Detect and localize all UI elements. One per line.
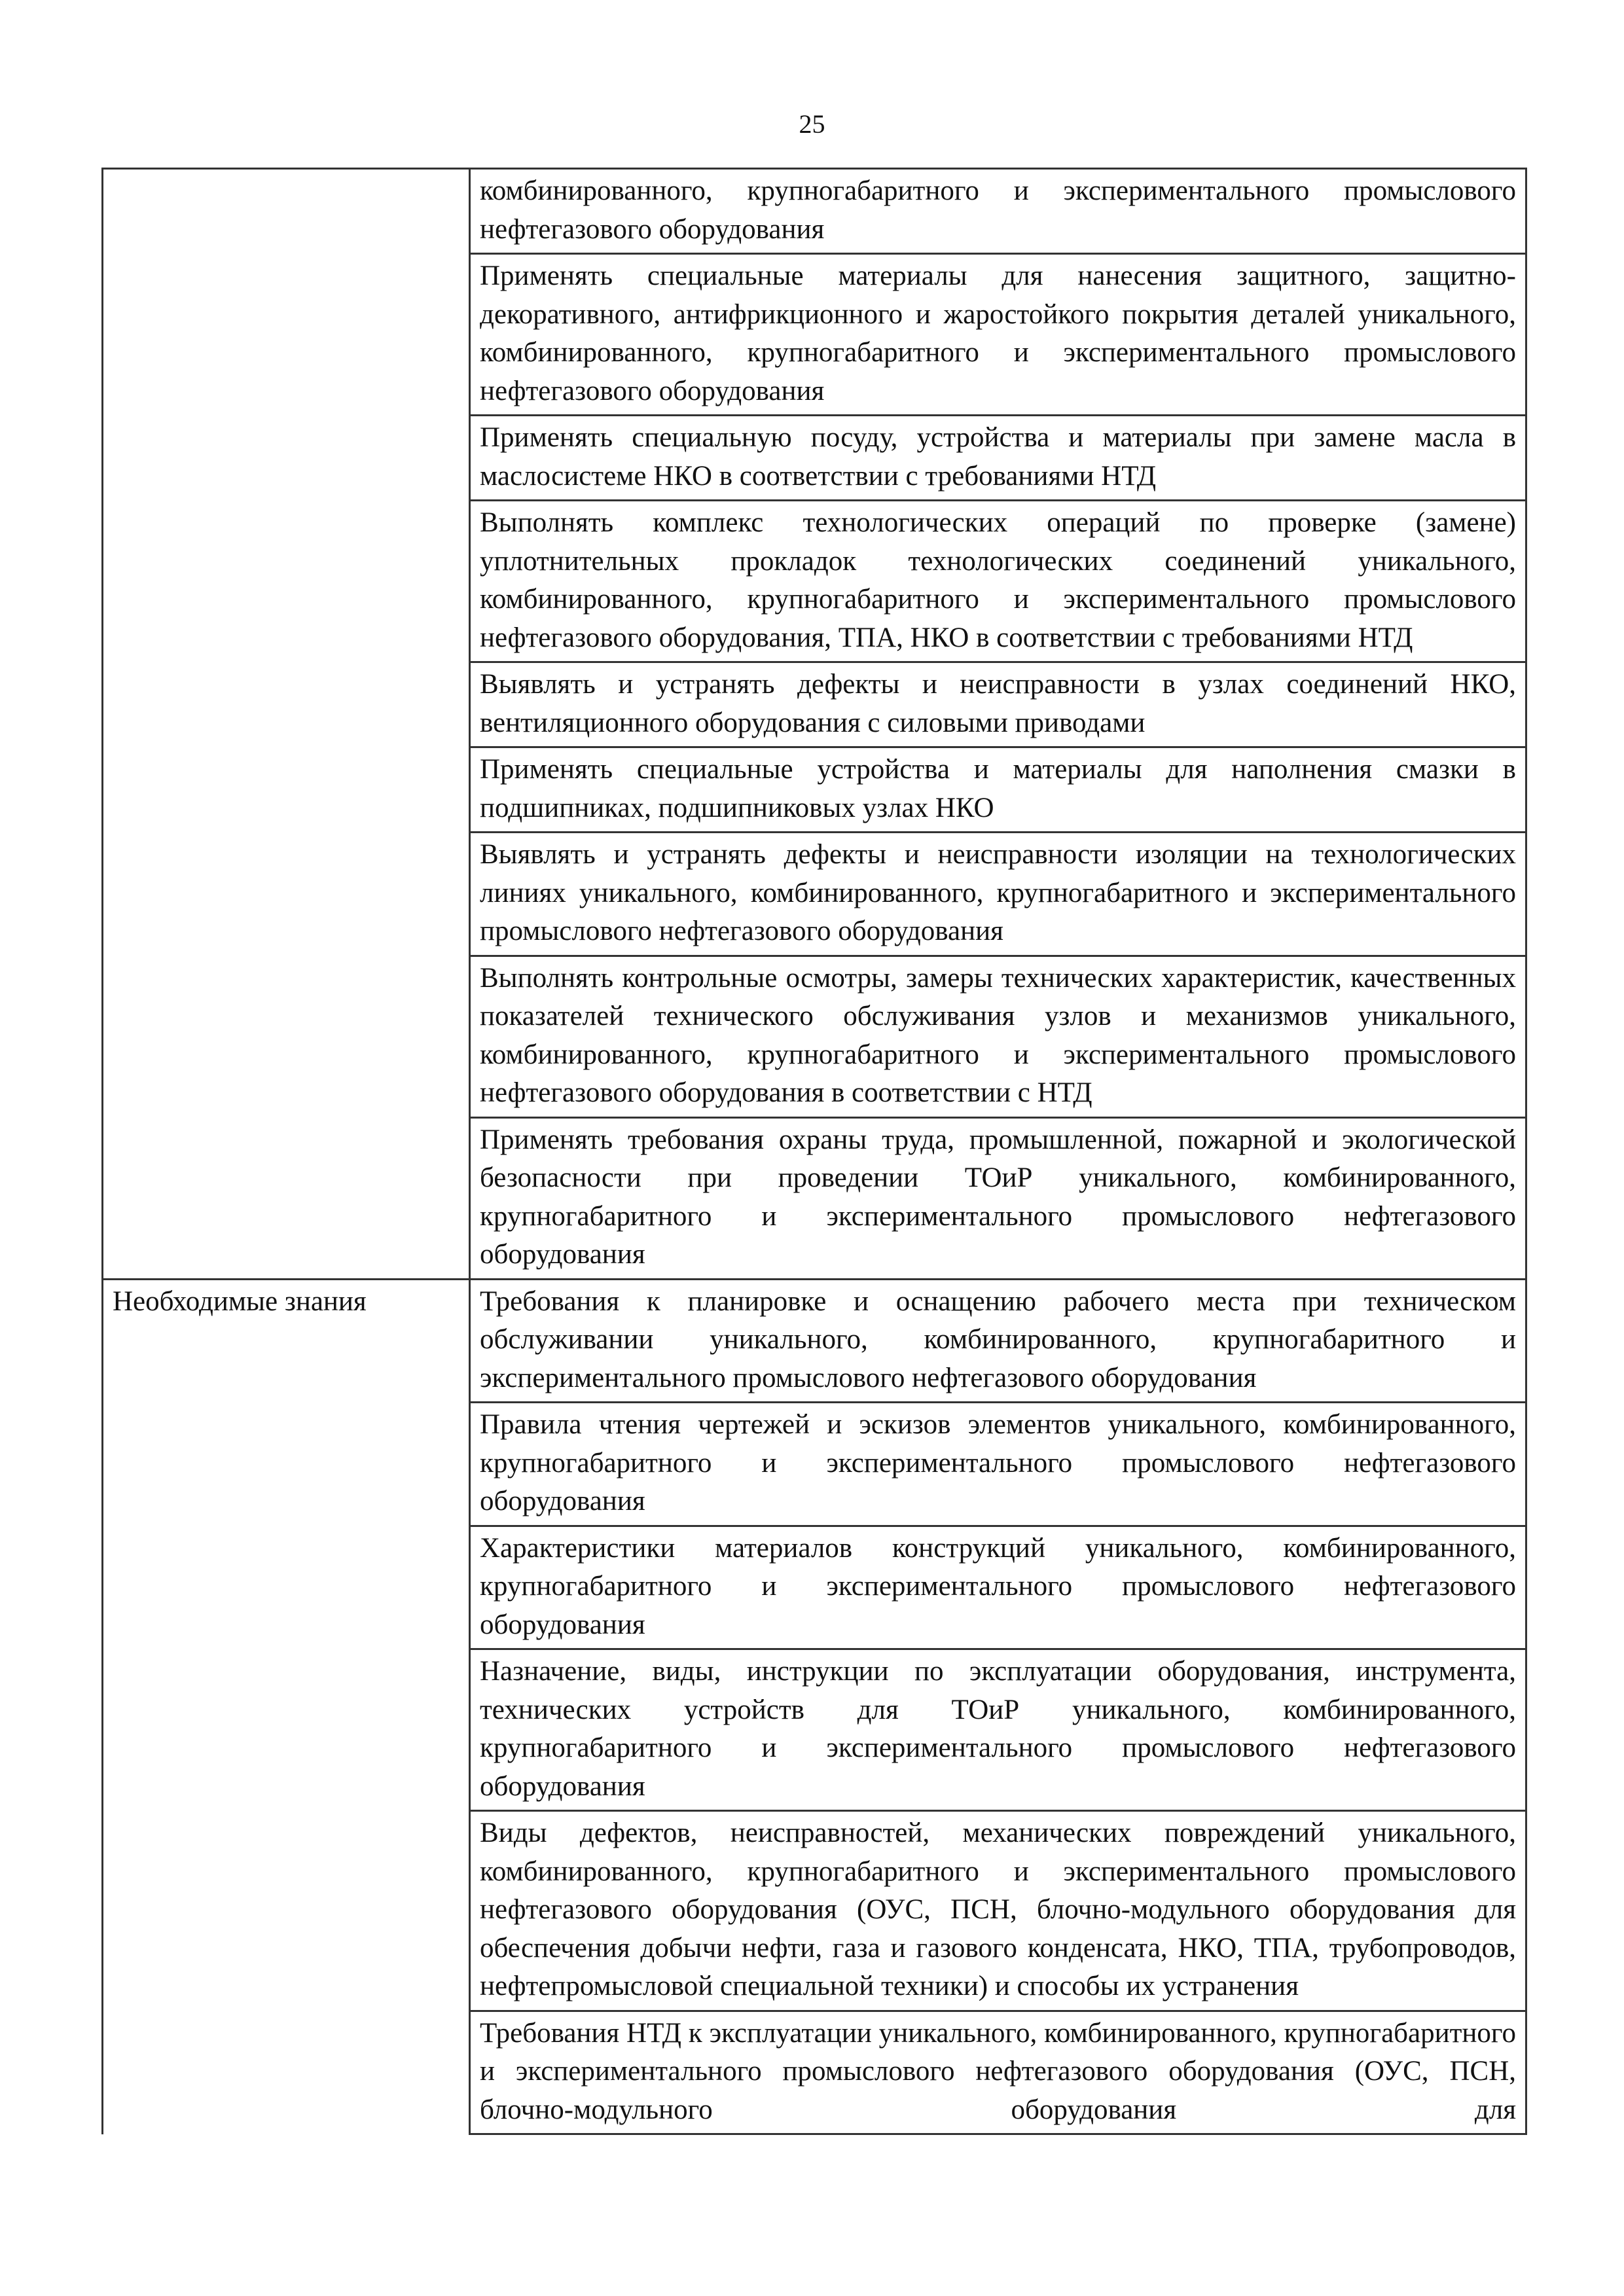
table-cell: Требования НТД к эксплуатации уникального, комбинированного, крупногабаритного и экспериментального промыслового нефтегазового оборудования (ОУС, ПСН, блочно-модульного оборудования для (470, 2011, 1526, 2134)
table-cell: Применять специальные устройства и материалы для наполнения смазки в подшипниках, подшипниковых узлах НКО (470, 747, 1526, 833)
table-row (103, 1279, 1526, 1403)
row-label-knowledge: Необходимые знания (103, 1279, 470, 2134)
table-cell: Применять специальные материалы для нанесения защитного, защитно-декоративного, антифрикционного и жаростойкого покрытия деталей уникального, комбинированного, крупногабаритного и экспериментального промыслового нефтегазового оборудования (470, 254, 1526, 416)
table-cell: Выполнять контрольные осмотры, замеры технических характеристик, качественных показателей технического обслуживания узлов и механизмов уникального, комбинированного, крупногабаритного и экспериментального промыслового нефтегазового оборудования в соответствии с НТД (470, 956, 1526, 1117)
table-cell: комбинированного, крупногабаритного и экспериментального промыслового нефтегазового оборудования (470, 169, 1526, 254)
table-cell: Характеристики материалов конструкций уникального, комбинированного, крупногабаритного и экспериментального промыслового нефтегазового оборудования (470, 1526, 1526, 1649)
table-cell: Назначение, виды, инструкции по эксплуатации оборудования, инструмента, технических устройств для ТОиР уникального, комбинированного, крупногабаритного и экспериментального промыслового нефтегазового оборудования (470, 1649, 1526, 1811)
table-cell: Требования к планировке и оснащению рабочего места при техническом обслуживании уникального, комбинированного, крупногабаритного и экспериментального промыслового нефтегазового оборудования (470, 1279, 1526, 1403)
table-cell: Применять специальную посуду, устройства и материалы при замене масла в маслосистеме НКО в соответствии с требованиями НТД (470, 416, 1526, 501)
table-cell: Выполнять комплекс технологических операций по проверке (замене) уплотнительных прокладок технологических соединений уникального, комбинированного, крупногабаритного и экспериментального промыслового нефтегазового оборудования, ТПА, НКО в соответствии с требованиями НТД (470, 501, 1526, 662)
table-cell: Применять требования охраны труда, промышленной, пожарной и экологической безопасности при проведении ТОиР уникального, комбинированного, крупногабаритного и экспериментального промыслового нефтегазового оборудования (470, 1117, 1526, 1279)
table-cell: Выявлять и устранять дефекты и неисправности в узлах соединений НКО, вентиляционного оборудования с силовыми приводами (470, 662, 1526, 747)
requirements-table (101, 168, 1527, 2135)
page-number: 25 (799, 109, 825, 139)
table-row (103, 169, 1526, 254)
table-cell: Выявлять и устранять дефекты и неисправности изоляции на технологических линиях уникального, комбинированного, крупногабаритного и экспериментального промыслового нефтегазового оборудования (470, 833, 1526, 956)
table-cell: Виды дефектов, неисправностей, механических повреждений уникального, комбинированного, крупногабаритного и экспериментального промыслового нефтегазового оборудования (ОУС, ПСН, блочно-модульного оборудования для обеспечения добычи нефти, газа и газового конденсата, НКО, ТПА, трубопроводов, нефтепромысловой специальной техники) и способы их устранения (470, 1811, 1526, 2011)
row-label-skills (103, 169, 470, 1280)
table-cell: Правила чтения чертежей и эскизов элементов уникального, комбинированного, крупногабаритного и экспериментального промыслового нефтегазового оборудования (470, 1403, 1526, 1526)
